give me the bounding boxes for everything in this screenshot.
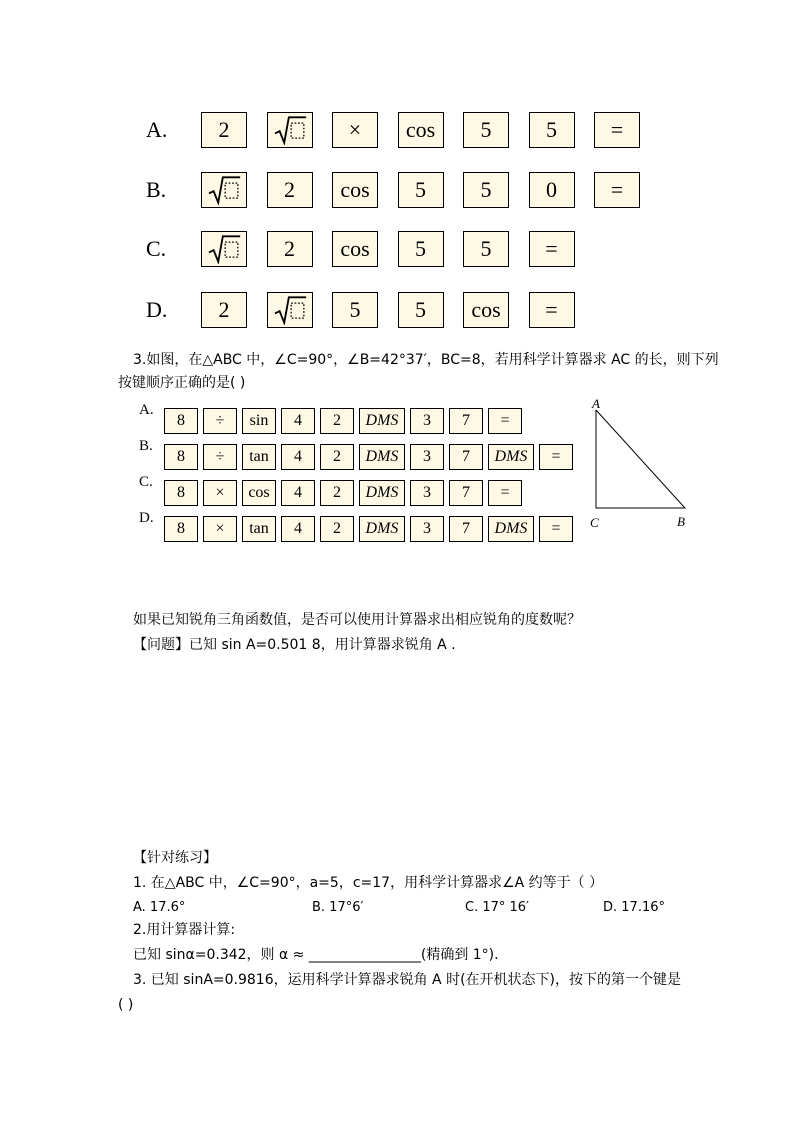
sqrt-key-icon: [201, 231, 247, 267]
sqrt-key-icon: [201, 172, 247, 208]
practice-heading: 【针对练习】: [133, 850, 217, 866]
calculator-key: 7: [449, 480, 483, 506]
practice-q1: 1. 在△ABC 中，∠C=90°，a=5，c=17，用科学计算器求∠A 约等于（ ）: [133, 875, 604, 891]
dms-key: DMS: [359, 408, 405, 434]
calculator-key: 7: [449, 444, 483, 470]
calculator-key: 4: [281, 480, 315, 506]
practice-q1-choice-d: D. 17.16°: [603, 900, 665, 915]
calculator-key: 2: [320, 408, 354, 434]
practice-q1-choice-c: C. 17° 16′: [465, 900, 530, 915]
calculator-key: tan: [242, 516, 276, 542]
calculator-key: =: [539, 516, 573, 542]
calculator-key: =: [488, 408, 522, 434]
sqrt-key-icon: [267, 112, 313, 148]
calculator-key: 4: [281, 408, 315, 434]
practice-q2: 2.用计算器计算:: [133, 922, 236, 938]
dms-key: DMS: [488, 444, 534, 470]
calculator-key: cos: [463, 292, 509, 328]
q2-option-label: B.: [146, 177, 167, 202]
dms-key: DMS: [359, 516, 405, 542]
calculator-key: 5: [463, 112, 509, 148]
triangle-figure: [580, 396, 700, 536]
q2-option-label: D.: [146, 297, 168, 322]
calculator-key: =: [488, 480, 522, 506]
q3-option-label: C.: [139, 474, 153, 490]
calculator-key: ÷: [203, 444, 237, 470]
calculator-key: 7: [449, 516, 483, 542]
calculator-key: 3: [410, 516, 444, 542]
calculator-key: 5: [463, 231, 509, 267]
practice-q1-choice-b: B. 17°6′: [312, 900, 364, 915]
calculator-key: ×: [203, 516, 237, 542]
calculator-key: =: [594, 172, 640, 208]
calculator-key: ×: [203, 480, 237, 506]
calculator-key: cos: [398, 112, 444, 148]
vertex-a-label: A: [592, 396, 600, 411]
dms-key: DMS: [359, 480, 405, 506]
q3-option-label: B.: [139, 438, 153, 454]
calculator-key: =: [594, 112, 640, 148]
calculator-key: 5: [398, 292, 444, 328]
q2-option-label: C.: [146, 236, 167, 261]
calculator-key: 8: [164, 408, 198, 434]
practice-q1-choice-a: A. 17.6°: [133, 900, 186, 915]
calculator-key: 3: [410, 444, 444, 470]
calculator-key: 8: [164, 444, 198, 470]
calculator-key: cos: [332, 231, 378, 267]
calculator-key: 2: [201, 112, 247, 148]
calculator-key: cos: [242, 480, 276, 506]
calculator-key: 2: [201, 292, 247, 328]
calculator-key: 5: [332, 292, 378, 328]
q2-option-label: A.: [146, 117, 168, 142]
calculator-key: ×: [332, 112, 378, 148]
calculator-key: 4: [281, 516, 315, 542]
triangle-abc: [596, 410, 685, 508]
calculator-key: 2: [267, 231, 313, 267]
q3-option-label: A.: [139, 402, 154, 418]
dms-key: DMS: [359, 444, 405, 470]
calculator-key: cos: [332, 172, 378, 208]
calculator-key: 5: [463, 172, 509, 208]
calculator-key: 7: [449, 408, 483, 434]
calculator-key: =: [529, 231, 575, 267]
calculator-key: 5: [529, 112, 575, 148]
problem-statement: 【问题】已知 sin A=0.501 8，用计算器求锐角 A .: [133, 637, 456, 653]
calculator-key: 3: [410, 408, 444, 434]
calculator-key: tan: [242, 444, 276, 470]
calculator-key: 8: [164, 480, 198, 506]
calculator-key: 5: [398, 172, 444, 208]
q3-stem-line1: 3.如图，在△ABC 中，∠C=90°，∠B=42°37′，BC=8，若用科学计算器求 AC 的长，则下列: [133, 352, 719, 368]
calculator-key: 2: [320, 480, 354, 506]
q3-option-label: D.: [139, 510, 154, 526]
calculator-key: 4: [281, 444, 315, 470]
section-question: 如果已知锐角三角函数值，是否可以使用计算器求出相应锐角的度数呢？: [133, 612, 581, 628]
calculator-key: 8: [164, 516, 198, 542]
practice-q3-line1: 3. 已知 sinA=0.9816，运用科学计算器求锐角 A 时(在开机状态下)，按下的第一个键是: [133, 972, 682, 988]
calculator-key: 2: [320, 444, 354, 470]
calculator-key: ÷: [203, 408, 237, 434]
calculator-key: 2: [320, 516, 354, 542]
calculator-key: 5: [398, 231, 444, 267]
calculator-key: 2: [267, 172, 313, 208]
calculator-key: sin: [242, 408, 276, 434]
calculator-key: =: [539, 444, 573, 470]
vertex-c-label: C: [590, 515, 599, 530]
dms-key: DMS: [488, 516, 534, 542]
q3-stem-line2: 按键顺序正确的是( ): [118, 375, 246, 391]
calculator-key: 0: [529, 172, 575, 208]
sqrt-key-icon: [267, 292, 313, 328]
calculator-key: =: [529, 292, 575, 328]
calculator-key: 3: [410, 480, 444, 506]
practice-q3-line2: ( ): [118, 997, 134, 1013]
practice-q2-line: 已知 sinα=0.342，则 α ≈ ________________(精确到 1°).: [133, 947, 499, 963]
vertex-b-label: B: [677, 514, 685, 529]
